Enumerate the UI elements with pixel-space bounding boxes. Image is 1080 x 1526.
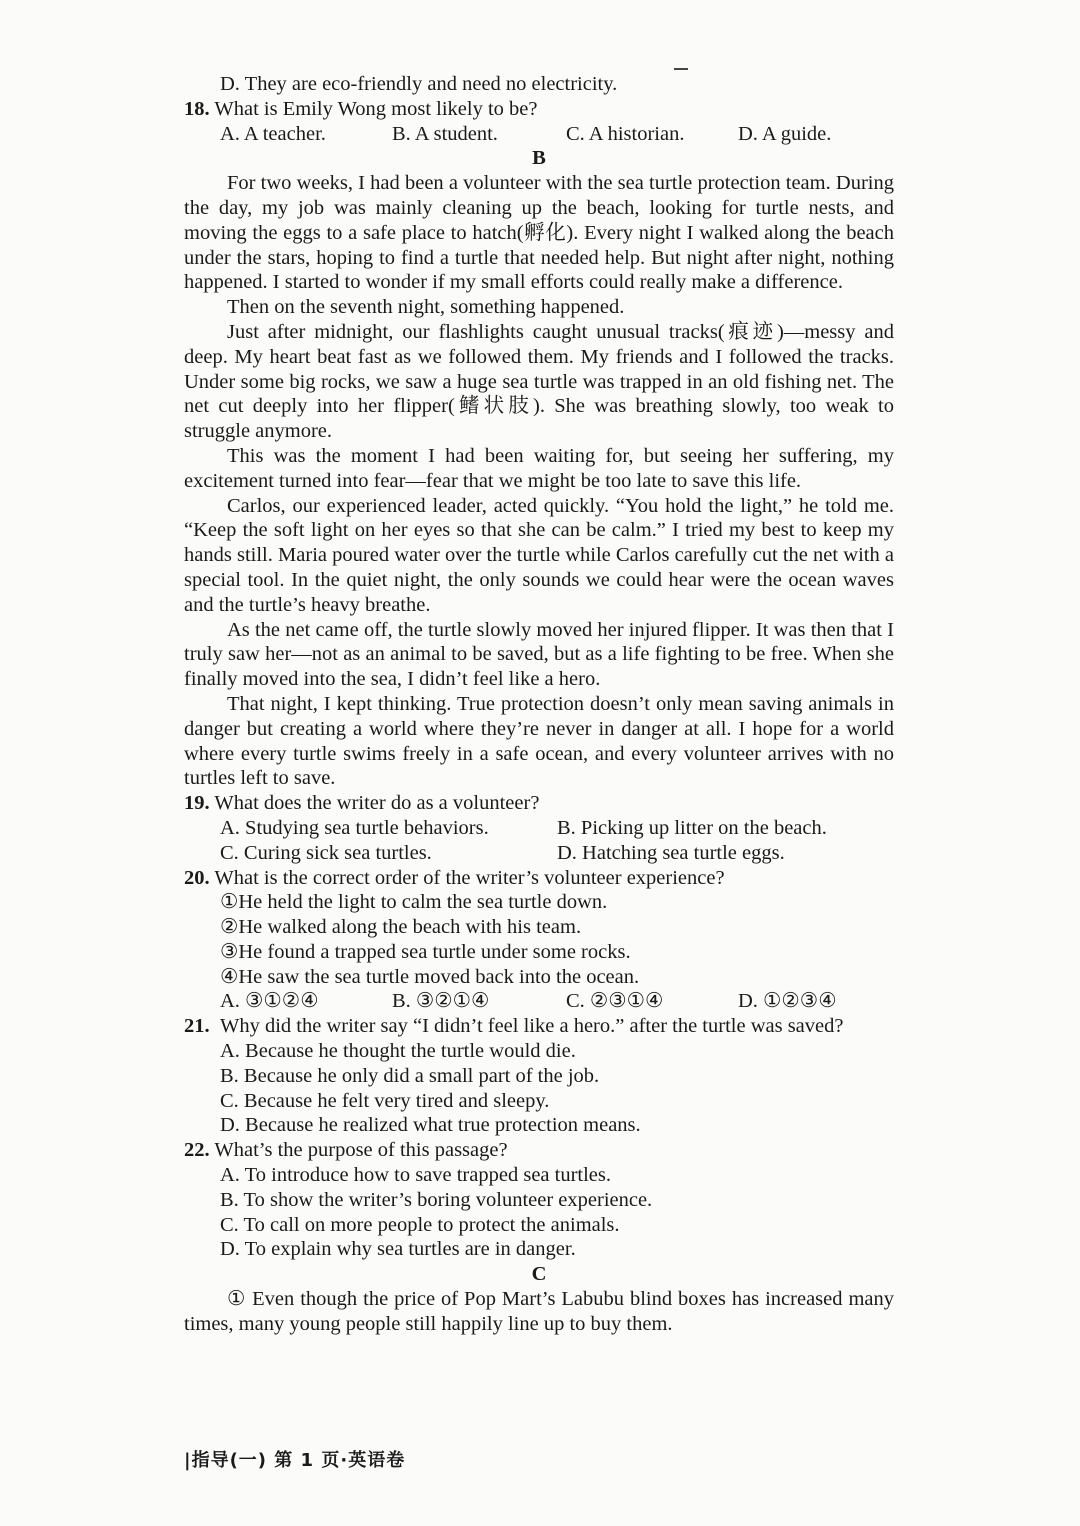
question-stem: What is Emily Wong most likely to be? <box>214 97 538 120</box>
q20-event-3: ③He found a trapped sea turtle under some rocks. <box>220 940 631 963</box>
question-number: 20. <box>184 866 210 889</box>
q22-option-b: B. To show the writer’s boring volunteer experience. <box>220 1188 653 1211</box>
question-stem: Why did the writer say “I didn’t feel like a hero.” after the turtle was saved? <box>220 1015 844 1038</box>
q21-option-b: B. Because he only did a small part of the job. <box>220 1064 600 1087</box>
q20-event-4: ④He saw the sea turtle moved back into the ocean. <box>220 965 640 988</box>
q18-option-d: D. A guide. <box>738 122 832 145</box>
q19-option-a: A. Studying sea turtle behaviors. <box>220 816 489 839</box>
q21-option-d: D. Because he realized what true protection means. <box>220 1114 641 1137</box>
question-stem: What does the writer do as a volunteer? <box>214 792 540 815</box>
q19-option-d: D. Hatching sea turtle eggs. <box>557 841 785 864</box>
question-20 <box>184 866 894 891</box>
q20-option-b: B. ③②①④ <box>392 990 490 1013</box>
passage-b-paragraph-1: For two weeks, I had been a volunteer with the sea turtle protection team. During the day, my job was mainly cleaning up the beach, looking for turtle nests, and moving the eggs to a safe place to hatch(孵化). Every night I walked along the beach under the stars, hoping to find a turtle that needed help. But night after night, nothing happened. I started to wonder if my small efforts could really make a difference. <box>184 172 894 294</box>
q20-event-2: ②He walked along the beach with his team. <box>220 916 582 939</box>
passage-b-paragraph-4: This was the moment I had been waiting for, but seeing her suffering, my excitement turned into fear—fear that we might be too late to save this life. <box>184 444 894 492</box>
q18-option-c: C. A historian. <box>566 122 685 145</box>
q20-option-c: C. ②③①④ <box>566 990 664 1013</box>
q19-option-c: C. Curing sick sea turtles. <box>220 841 432 864</box>
q22-option-c: C. To call on more people to protect the animals. <box>220 1213 620 1236</box>
page-footer: |指导(一) 第 1 页·英语卷 <box>184 1450 406 1471</box>
question-stem: What’s the purpose of this passage? <box>214 1139 508 1162</box>
question-stem: What is the correct order of the writer’s volunteer experience? <box>214 866 725 889</box>
scan-mark <box>674 68 688 70</box>
section-c-heading: C <box>531 1263 547 1286</box>
q18-option-b: B. A student. <box>392 122 498 145</box>
q22-option-d: D. To explain why sea turtles are in danger. <box>220 1238 576 1261</box>
q21-option-c: C. Because he felt very tired and sleepy. <box>220 1089 550 1112</box>
question-21 <box>184 1014 894 1039</box>
q22-option-a: A. To introduce how to save trapped sea turtles. <box>220 1164 612 1187</box>
q20-options <box>184 989 894 1014</box>
q19-options-row-2 <box>184 841 894 866</box>
q19-options-row-1 <box>184 816 894 841</box>
q20-event-1: ①He held the light to calm the sea turtle down. <box>220 891 608 914</box>
question-22 <box>184 1138 894 1163</box>
question-18 <box>184 97 894 122</box>
question-number: 22. <box>184 1139 210 1162</box>
passage-c-paragraph-1: ① Even though the price of Pop Mart’s Labubu blind boxes has increased many times, many young people still happily line up to buy them. <box>184 1288 894 1335</box>
q21-option-a: A. Because he thought the turtle would die. <box>220 1040 576 1063</box>
q18-option-a: A. A teacher. <box>220 122 326 145</box>
exam-page <box>184 72 894 1337</box>
section-b-heading: B <box>532 147 546 170</box>
passage-b-paragraph-6: As the net came off, the turtle slowly moved her injured flipper. It was then that I truly saw her—not as an animal to be saved, but as a life fighting to be free. When she finally moved into the sea, I didn’t feel like a hero. <box>184 618 894 691</box>
question-number: 21. <box>184 1015 210 1038</box>
passage-b-paragraph-3: Just after midnight, our flashlights caught unusual tracks(痕迹)—messy and deep. My heart beat fast as we followed them. My friends and I followed the tracks. Under some big rocks, we saw a huge sea turtle was trapped in an old fishing net. The net cut deeply into her flipper(鳍状肢). She was breathing slowly, too weak to struggle anymore. <box>184 320 894 443</box>
q18-options <box>184 122 894 147</box>
passage-b-paragraph-5: Carlos, our experienced leader, acted quickly. “You hold the light,” he told me. “Keep the soft light on her eyes so that she can be calm.” I tried my best to keep my hands still. Maria poured water over the turtle while Carlos carefully cut the net with a special tool. In the quiet night, the only sounds we could hear were the ocean waves and the turtle’s heavy breathe. <box>184 494 894 616</box>
passage-b-paragraph-2: Then on the seventh night, something happened. <box>227 296 625 319</box>
q19-option-b: B. Picking up litter on the beach. <box>557 816 827 839</box>
question-number: 18. <box>184 97 210 120</box>
question-number: 19. <box>184 792 210 815</box>
q20-option-d: D. ①②③④ <box>738 990 837 1013</box>
question-19 <box>184 791 894 816</box>
passage-b-paragraph-7: That night, I kept thinking. True protection doesn’t only mean saving animals in danger but creating a world where they’re never in danger at all. I hope for a world where every turtle swims freely in a safe ocean, and every volunteer arrives with no turtles left to save. <box>184 692 894 790</box>
q20-option-a: A. ③①②④ <box>220 990 319 1013</box>
q17-option-d: D. They are eco-friendly and need no electricity. <box>220 73 618 95</box>
